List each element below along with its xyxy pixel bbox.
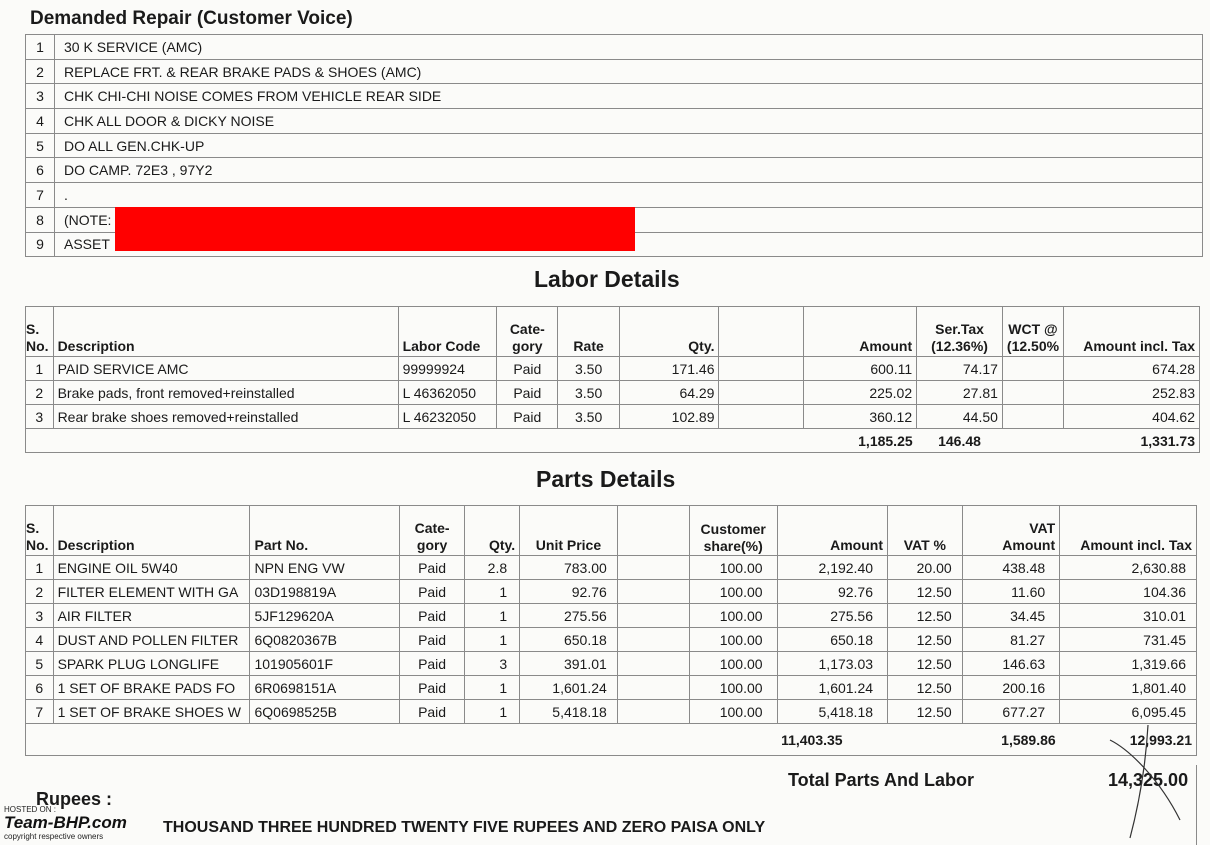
labor-row-category: Paid	[497, 405, 558, 429]
parts-row-description: DUST AND POLLEN FILTER	[53, 628, 250, 652]
parts-row-amount-incl: 1,801.40	[1060, 676, 1197, 700]
parts-row-description: ENGINE OIL 5W40	[53, 556, 250, 580]
parts-row-vat-pct: 20.00	[888, 556, 963, 580]
labor-row-spacer	[719, 381, 803, 405]
demanded-repair-title: Demanded Repair (Customer Voice)	[30, 8, 353, 29]
parts-row-vat-pct: 12.50	[888, 604, 963, 628]
parts-row-no: 1	[26, 556, 54, 580]
parts-header-sno: S. No.	[26, 506, 54, 556]
labor-row-wct	[1002, 405, 1063, 429]
labor-row-category: Paid	[497, 381, 558, 405]
parts-row-qty: 1	[465, 628, 520, 652]
parts-row-no: 5	[26, 652, 54, 676]
parts-row	[26, 556, 1197, 580]
parts-row-spacer	[617, 700, 689, 724]
demand-row	[26, 133, 1203, 158]
labor-total-amount: 1,185.25	[803, 429, 916, 453]
parts-row-amount: 1,601.24	[777, 676, 887, 700]
labor-header-qty: Qty.	[619, 307, 719, 357]
labor-row-qty: 64.29	[619, 381, 719, 405]
parts-row-qty: 1	[465, 700, 520, 724]
parts-row-qty: 1	[465, 580, 520, 604]
labor-row-no: 3	[26, 405, 54, 429]
demand-row-text: .	[55, 183, 1203, 208]
demand-row-number: 7	[26, 183, 55, 208]
labor-row-ser-tax: 74.17	[917, 357, 1003, 381]
labor-row-qty: 171.46	[619, 357, 719, 381]
demand-row	[26, 84, 1203, 109]
parts-row-unit-price: 5,418.18	[520, 700, 618, 724]
parts-row-amount: 2,192.40	[777, 556, 887, 580]
parts-header-description: Description	[53, 506, 250, 556]
signature-mark	[1100, 720, 1190, 845]
parts-row-vat-amount: 677.27	[962, 700, 1059, 724]
demand-row-number: 8	[26, 207, 55, 232]
demand-row-text: DO ALL GEN.CHK-UP	[55, 133, 1203, 158]
labor-row-description: PAID SERVICE AMC	[53, 357, 398, 381]
parts-row-qty: 3	[465, 652, 520, 676]
parts-row-qty: 1	[465, 604, 520, 628]
labor-row	[26, 357, 1200, 381]
parts-row-category: Paid	[399, 676, 465, 700]
parts-row-spacer	[617, 676, 689, 700]
parts-header-vat-pct: VAT %	[888, 506, 963, 556]
parts-row-vat-pct: 12.50	[888, 580, 963, 604]
labor-row-amount: 600.11	[803, 357, 916, 381]
labor-header-sno: S. No.	[26, 307, 54, 357]
demand-row-number: 5	[26, 133, 55, 158]
labor-header-amount-incl: Amount incl. Tax	[1064, 307, 1200, 357]
labor-row-amount-incl: 252.83	[1064, 381, 1200, 405]
parts-row-share: 100.00	[689, 580, 777, 604]
labor-row-qty: 102.89	[619, 405, 719, 429]
parts-row-vat-amount: 81.27	[962, 628, 1059, 652]
parts-header-unit-price: Unit Price	[520, 506, 618, 556]
total-parts-labor-value: 14,325.00	[1108, 770, 1189, 790]
labor-total-spacer	[26, 429, 804, 453]
parts-header-amount-incl: Amount incl. Tax	[1060, 506, 1197, 556]
parts-row	[26, 580, 1197, 604]
parts-row-vat-amount: 146.63	[962, 652, 1059, 676]
labor-header-ser-tax: Ser.Tax (12.36%)	[917, 307, 1003, 357]
labor-row-code: L 46362050	[398, 381, 497, 405]
parts-row-part-no: 03D198819A	[250, 580, 399, 604]
parts-row	[26, 604, 1197, 628]
parts-header-part-no: Part No.	[250, 506, 399, 556]
demand-row-number: 1	[26, 35, 55, 60]
parts-total-vat-amount: 1,589.86	[962, 724, 1059, 756]
demand-row-text: REPLACE FRT. & REAR BRAKE PADS & SHOES (AMC)	[55, 59, 1203, 84]
parts-row-amount: 5,418.18	[777, 700, 887, 724]
labor-row-wct	[1002, 381, 1063, 405]
labor-row-amount-incl: 674.28	[1064, 357, 1200, 381]
parts-header-category: Cate- gory	[399, 506, 465, 556]
parts-row-no: 3	[26, 604, 54, 628]
demand-row	[26, 59, 1203, 84]
parts-row	[26, 700, 1197, 724]
parts-row-vat-pct: 12.50	[888, 628, 963, 652]
labor-row-description: Brake pads, front removed+reinstalled	[53, 381, 398, 405]
parts-row-description: 1 SET OF BRAKE SHOES W	[53, 700, 250, 724]
parts-row-category: Paid	[399, 700, 465, 724]
parts-row-part-no: 101905601F	[250, 652, 399, 676]
parts-row-part-no: 6Q0820367B	[250, 628, 399, 652]
parts-row-description: AIR FILTER	[53, 604, 250, 628]
parts-header-qty: Qty.	[465, 506, 520, 556]
labor-total-amount-incl: 1,331.73	[1064, 429, 1200, 453]
labor-row-amount-incl: 404.62	[1064, 405, 1200, 429]
parts-row-amount-incl: 310.01	[1060, 604, 1197, 628]
parts-row-category: Paid	[399, 652, 465, 676]
parts-row-share: 100.00	[689, 628, 777, 652]
labor-header-spacer	[719, 307, 803, 357]
parts-row-category: Paid	[399, 556, 465, 580]
parts-header-spacer	[617, 506, 689, 556]
demand-row-text: (NOTE:	[55, 207, 1203, 232]
parts-row-spacer	[617, 628, 689, 652]
parts-row-no: 7	[26, 700, 54, 724]
labor-header-labor-code: Labor Code	[398, 307, 497, 357]
parts-row-no: 2	[26, 580, 54, 604]
labor-row-no: 2	[26, 381, 54, 405]
labor-row-amount: 360.12	[803, 405, 916, 429]
parts-row-category: Paid	[399, 628, 465, 652]
parts-row-part-no: NPN ENG VW	[250, 556, 399, 580]
parts-row-share: 100.00	[689, 556, 777, 580]
parts-row-spacer	[617, 652, 689, 676]
parts-row-amount: 92.76	[777, 580, 887, 604]
labor-row-category: Paid	[497, 357, 558, 381]
demand-row-number: 2	[26, 59, 55, 84]
parts-row-unit-price: 783.00	[520, 556, 618, 580]
parts-row-vat-amount: 11.60	[962, 580, 1059, 604]
parts-header-customer-share: Customer share(%)	[689, 506, 777, 556]
parts-row-amount-incl: 2,630.88	[1060, 556, 1197, 580]
labor-row	[26, 381, 1200, 405]
parts-row-share: 100.00	[689, 604, 777, 628]
parts-row-spacer	[617, 580, 689, 604]
parts-row-share: 100.00	[689, 676, 777, 700]
labor-details-table	[25, 306, 1200, 453]
labor-header-amount: Amount	[803, 307, 916, 357]
parts-row-category: Paid	[399, 604, 465, 628]
parts-row-unit-price: 275.56	[520, 604, 618, 628]
parts-row-spacer	[617, 556, 689, 580]
parts-row-part-no: 5JF129620A	[250, 604, 399, 628]
watermark-logo	[4, 805, 194, 843]
parts-row-amount: 1,173.03	[777, 652, 887, 676]
parts-row-part-no: 6R0698151A	[250, 676, 399, 700]
labor-header-wct: WCT @ (12.50%	[1002, 307, 1063, 357]
watermark-hosted-on: HOSTED ON :	[4, 805, 57, 814]
demand-row	[26, 109, 1203, 134]
demand-row	[26, 35, 1203, 60]
parts-total-vat-spacer	[888, 724, 963, 756]
labor-row-code: 99999924	[398, 357, 497, 381]
parts-row-spacer	[617, 604, 689, 628]
redaction-block	[115, 207, 635, 251]
labor-row-spacer	[719, 357, 803, 381]
parts-row-category: Paid	[399, 580, 465, 604]
watermark-brand: Team-BHP.com	[4, 813, 127, 832]
parts-row-amount: 650.18	[777, 628, 887, 652]
parts-row-amount-incl: 731.45	[1060, 628, 1197, 652]
parts-row-vat-pct: 12.50	[888, 652, 963, 676]
parts-row-unit-price: 92.76	[520, 580, 618, 604]
parts-row	[26, 676, 1197, 700]
parts-total-amount: 11,403.35	[777, 724, 887, 756]
labor-row-no: 1	[26, 357, 54, 381]
parts-row-unit-price: 391.01	[520, 652, 618, 676]
parts-row-unit-price: 650.18	[520, 628, 618, 652]
parts-row-description: FILTER ELEMENT WITH GA	[53, 580, 250, 604]
demand-row-text: DO CAMP. 72E3 , 97Y2	[55, 158, 1203, 183]
parts-row-amount-incl: 6,095.45	[1060, 700, 1197, 724]
demand-row-text: 30 K SERVICE (AMC)	[55, 35, 1203, 60]
labor-row-code: L 46232050	[398, 405, 497, 429]
labor-row-description: Rear brake shoes removed+reinstalled	[53, 405, 398, 429]
labor-total-ser-tax: 146.48	[917, 429, 1003, 453]
labor-row-spacer	[719, 405, 803, 429]
parts-row-qty: 1	[465, 676, 520, 700]
parts-row-description: SPARK PLUG LONGLIFE	[53, 652, 250, 676]
parts-row-share: 100.00	[689, 652, 777, 676]
labor-header-description: Description	[53, 307, 398, 357]
parts-row	[26, 652, 1197, 676]
parts-row-share: 100.00	[689, 700, 777, 724]
demand-row	[26, 158, 1203, 183]
parts-total-amount-incl: 12,993.21	[1060, 724, 1197, 756]
watermark-copyright: copyright respective owners	[4, 832, 104, 841]
parts-total-spacer	[26, 724, 778, 756]
demand-row-number: 9	[26, 232, 55, 257]
labor-header-rate: Rate	[558, 307, 620, 357]
parts-row-unit-price: 1,601.24	[520, 676, 618, 700]
labor-row-ser-tax: 27.81	[917, 381, 1003, 405]
parts-row-vat-amount: 200.16	[962, 676, 1059, 700]
parts-row-vat-amount: 438.48	[962, 556, 1059, 580]
parts-row-vat-pct: 12.50	[888, 700, 963, 724]
parts-row-description: 1 SET OF BRAKE PADS FO	[53, 676, 250, 700]
labor-header-category: Cate- gory	[497, 307, 558, 357]
parts-row-part-no: 6Q0698525B	[250, 700, 399, 724]
parts-row-no: 6	[26, 676, 54, 700]
demand-row-text: ASSET	[55, 232, 1203, 257]
summary-right-border	[1196, 765, 1197, 845]
demand-row	[26, 183, 1203, 208]
demand-row-text: CHK CHI-CHI NOISE COMES FROM VEHICLE REAR SIDE	[55, 84, 1203, 109]
labor-row-rate: 3.50	[558, 381, 620, 405]
demand-row-text: CHK ALL DOOR & DICKY NOISE	[55, 109, 1203, 134]
labor-row-amount: 225.02	[803, 381, 916, 405]
labor-details-title: Labor Details	[534, 266, 680, 292]
parts-row-qty: 2.8	[465, 556, 520, 580]
parts-header-vat-amount: VAT Amount	[962, 506, 1059, 556]
labor-row	[26, 405, 1200, 429]
parts-row-amount-incl: 1,319.66	[1060, 652, 1197, 676]
labor-row-wct	[1002, 357, 1063, 381]
labor-row-ser-tax: 44.50	[917, 405, 1003, 429]
amount-in-words: THOUSAND THREE HUNDRED TWENTY FIVE RUPEES AND ZERO PAISA ONLY	[163, 819, 766, 836]
labor-row-rate: 3.50	[558, 405, 620, 429]
parts-row-vat-pct: 12.50	[888, 676, 963, 700]
parts-row	[26, 628, 1197, 652]
labor-total-wct	[1002, 429, 1063, 453]
total-parts-labor-label: Total Parts And Labor	[788, 770, 975, 790]
parts-details-title: Parts Details	[536, 466, 676, 492]
parts-row-vat-amount: 34.45	[962, 604, 1059, 628]
parts-row-amount-incl: 104.36	[1060, 580, 1197, 604]
parts-header-amount: Amount	[777, 506, 887, 556]
demand-row-number: 4	[26, 109, 55, 134]
parts-row-amount: 275.56	[777, 604, 887, 628]
rupees-label: Rupees :	[36, 789, 113, 809]
parts-details-table	[25, 505, 1197, 756]
demand-row-number: 6	[26, 158, 55, 183]
labor-row-rate: 3.50	[558, 357, 620, 381]
demand-row-number: 3	[26, 84, 55, 109]
parts-row-no: 4	[26, 628, 54, 652]
